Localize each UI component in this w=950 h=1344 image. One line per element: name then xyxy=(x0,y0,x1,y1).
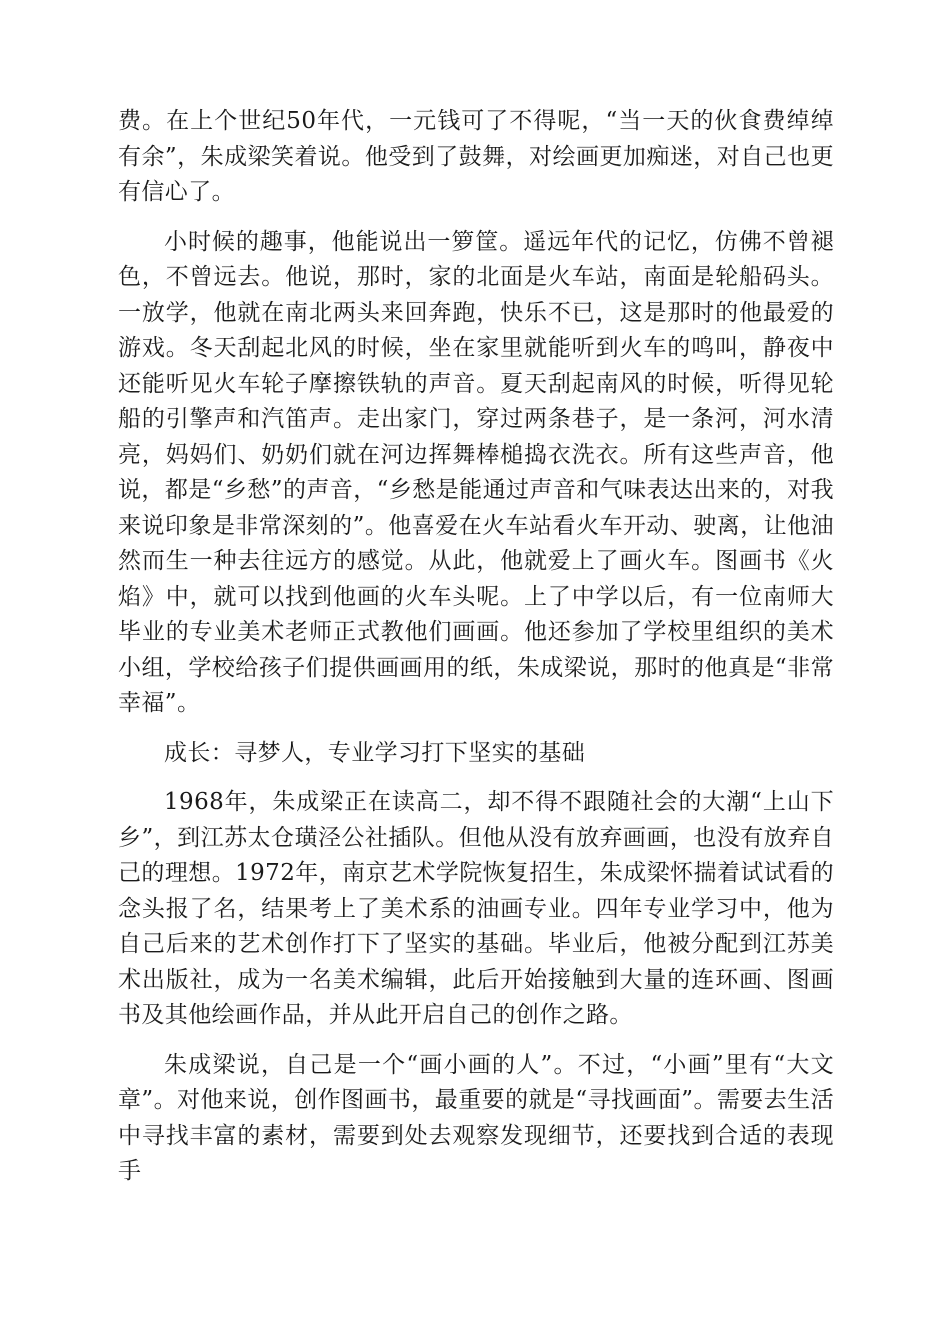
paragraph-childhood: 小时候的趣事，他能说出一箩筐。遥远年代的记忆，仿佛不曾褪色，不曾远去。他说，那时，家的北面是火车站，南面是轮船码头。一放学，他就在南北两头来回奔跑，快乐不已，这是那时的他最爱的游戏。冬天刮起北风的时候，坐在家里就能听到火车的鸣叫，静夜中还能听见火车轮子摩擦铁轨的声音。夏天刮起南风的时候，听得见轮船的引擎声和汽笛声。走出家门，穿过两条巷子，是一条河，河水清亮，妈妈们、奶奶们就在河边挥舞棒槌捣衣洗衣。所有这些声音，他说，都是“乡愁”的声音，“乡愁是能通过声音和气味表达出来的，对我来说印象是非常深刻的”。他喜爱在火车站看火车开动、驶离，让他油然而生一种去往远方的感觉。从此，他就爱上了画火车。图画书《火焰》中，就可以找到他画的火车头呢。上了中学以后，有一位南师大毕业的专业美术老师正式教他们画画。他还参加了学校里组织的美术小组，学校给孩子们提供画画用的纸，朱成梁说，那时的他真是“非常幸福”。 xyxy=(118,228,834,716)
paragraph-1968: 1968年，朱成梁正在读高二，却不得不跟随社会的大潮“上山下乡”，到江苏太仓璜泾公社插队。但他从没有放弃画画，也没有放弃自己的理想。1972年，南京艺术学院恢复招生，朱成梁怀揣着试试看的念头报了名，结果考上了美术系的油画专业。四年专业学习中，他为自己后来的艺术创作打下了坚实的基础。毕业后，他被分配到江苏美术出版社，成为一名美术编辑，此后开始接触到大量的连环画、图画书及其他绘画作品，并从此开启自己的创作之路。 xyxy=(118,789,834,1028)
paragraph-small-paintings: 朱成梁说，自己是一个“画小画的人”。不过，“小画”里有“大文章”。对他来说，创作图画书，最重要的就是“寻找画面”。需要去生活中寻找丰富的素材，需要到处去观察发现细节，还要找到合适的表现手 xyxy=(118,1051,834,1184)
article-body xyxy=(118,104,834,1204)
paragraph-continuation: 费。在上个世纪50年代，一元钱可了不得呢，“当一天的伙食费绰绰有余”，朱成梁笑着说。他受到了鼓舞，对绘画更加痴迷，对自己也更有信心了。 xyxy=(118,108,834,205)
section-heading-growth: 成长：寻梦人，专业学习打下坚实的基础 xyxy=(164,739,586,766)
